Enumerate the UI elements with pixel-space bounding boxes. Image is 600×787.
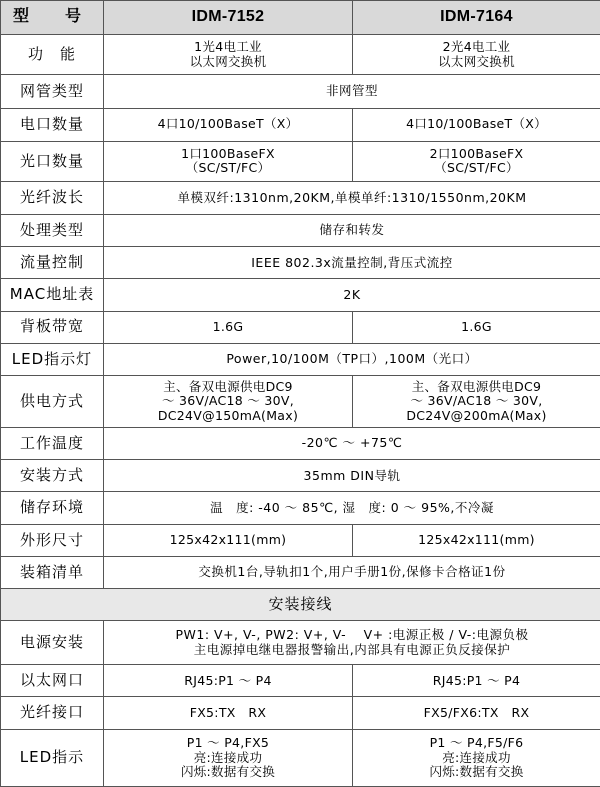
processing-label: 处理类型: [1, 215, 104, 247]
led-ind-b: P1 ～ P4,F5/F6 亮:连接成功 闪烁:数据有交换: [353, 729, 600, 786]
model-b-name: IDM-7164: [353, 1, 600, 35]
header-row: [1, 1, 600, 35]
fiber-row: [1, 697, 600, 729]
flow-row: [1, 247, 600, 279]
processing-row: [1, 215, 600, 247]
power-a: 主、备双电源供电DC9 ～ 36V/AC18 ～ 30V, DC24V@150mA(Max): [104, 375, 353, 427]
model-a-name: IDM-7152: [104, 1, 353, 35]
power-label: 供电方式: [1, 375, 104, 427]
size-a: 125x42x111(mm): [104, 524, 353, 556]
opt-ports-label: 光口数量: [1, 141, 104, 181]
mgmt-row: [1, 75, 600, 108]
power-row: [1, 375, 600, 427]
function-b: 2光4电工业 以太网交换机: [353, 35, 600, 75]
led-ind-label: LED指示: [1, 729, 104, 786]
temp-label: 工作温度: [1, 428, 104, 460]
section-row: [1, 588, 600, 620]
wavelength-value: 单模双纤:1310nm,20KM,单模单纤:1310/1550nm,20KM: [104, 181, 600, 214]
fiber-a: FX5:TX RX: [104, 697, 353, 729]
ethernet-label: 以太网口: [1, 665, 104, 697]
elec-ports-a: 4口10/100BaseT（X）: [104, 108, 353, 141]
storage-row: [1, 492, 600, 524]
mac-value: 2K: [104, 279, 600, 311]
backplane-row: [1, 311, 600, 343]
ethernet-row: [1, 665, 600, 697]
mount-value: 35mm DIN导轨: [104, 460, 600, 492]
mount-label: 安装方式: [1, 460, 104, 492]
elec-ports-b: 4口10/100BaseT（X）: [353, 108, 600, 141]
power-b: 主、备双电源供电DC9 ～ 36V/AC18 ～ 30V, DC24V@200mA(Max): [353, 375, 600, 427]
mac-label: MAC地址表: [1, 279, 104, 311]
section-title: 安装接线: [1, 588, 600, 620]
fiber-b: FX5/FX6:TX RX: [353, 697, 600, 729]
temp-value: -20℃ ～ +75℃: [104, 428, 600, 460]
header-label: 型 号: [1, 1, 104, 35]
mount-row: [1, 460, 600, 492]
led-value: Power,10/100M（TP口）,100M（光口）: [104, 343, 600, 375]
ethernet-a: RJ45:P1 ～ P4: [104, 665, 353, 697]
led-label: LED指示灯: [1, 343, 104, 375]
backplane-label: 背板带宽: [1, 311, 104, 343]
led-ind-a: P1 ～ P4,FX5 亮:连接成功 闪烁:数据有交换: [104, 729, 353, 786]
ethernet-b: RJ45:P1 ～ P4: [353, 665, 600, 697]
packing-value: 交换机1台,导轨扣1个,用户手册1份,保修卡合格证1份: [104, 556, 600, 588]
function-row: [1, 35, 600, 75]
mgmt-value: 非网管型: [104, 75, 600, 108]
size-row: [1, 524, 600, 556]
backplane-b: 1.6G: [353, 311, 600, 343]
power-install-label: 电源安装: [1, 621, 104, 665]
backplane-a: 1.6G: [104, 311, 353, 343]
fiber-label: 光纤接口: [1, 697, 104, 729]
power-install-row: [1, 621, 600, 665]
size-label: 外形尺寸: [1, 524, 104, 556]
function-label: 功 能: [1, 35, 104, 75]
flow-label: 流量控制: [1, 247, 104, 279]
packing-label: 装箱清单: [1, 556, 104, 588]
storage-value: 温 度: -40 ～ 85℃, 湿 度: 0 ～ 95%,不冷凝: [104, 492, 600, 524]
processing-value: 储存和转发: [104, 215, 600, 247]
size-b: 125x42x111(mm): [353, 524, 600, 556]
mgmt-label: 网管类型: [1, 75, 104, 108]
opt-ports-b: 2口100BaseFX （SC/ST/FC）: [353, 141, 600, 181]
packing-row: [1, 556, 600, 588]
opt-ports-row: [1, 141, 600, 181]
elec-ports-row: [1, 108, 600, 141]
storage-label: 储存环境: [1, 492, 104, 524]
elec-ports-label: 电口数量: [1, 108, 104, 141]
wavelength-row: [1, 181, 600, 214]
power-install-value: PW1: V+, V-, PW2: V+, V- V+ :电源正极 / V-:电源负极 主电源掉电继电器报警输出,内部具有电源正负反接保护: [104, 621, 600, 665]
flow-value: IEEE 802.3x流量控制,背压式流控: [104, 247, 600, 279]
led-ind-row: [1, 729, 600, 786]
temp-row: [1, 428, 600, 460]
function-a: 1光4电工业 以太网交换机: [104, 35, 353, 75]
opt-ports-a: 1口100BaseFX （SC/ST/FC）: [104, 141, 353, 181]
led-row: [1, 343, 600, 375]
wavelength-label: 光纤波长: [1, 181, 104, 214]
mac-row: [1, 279, 600, 311]
